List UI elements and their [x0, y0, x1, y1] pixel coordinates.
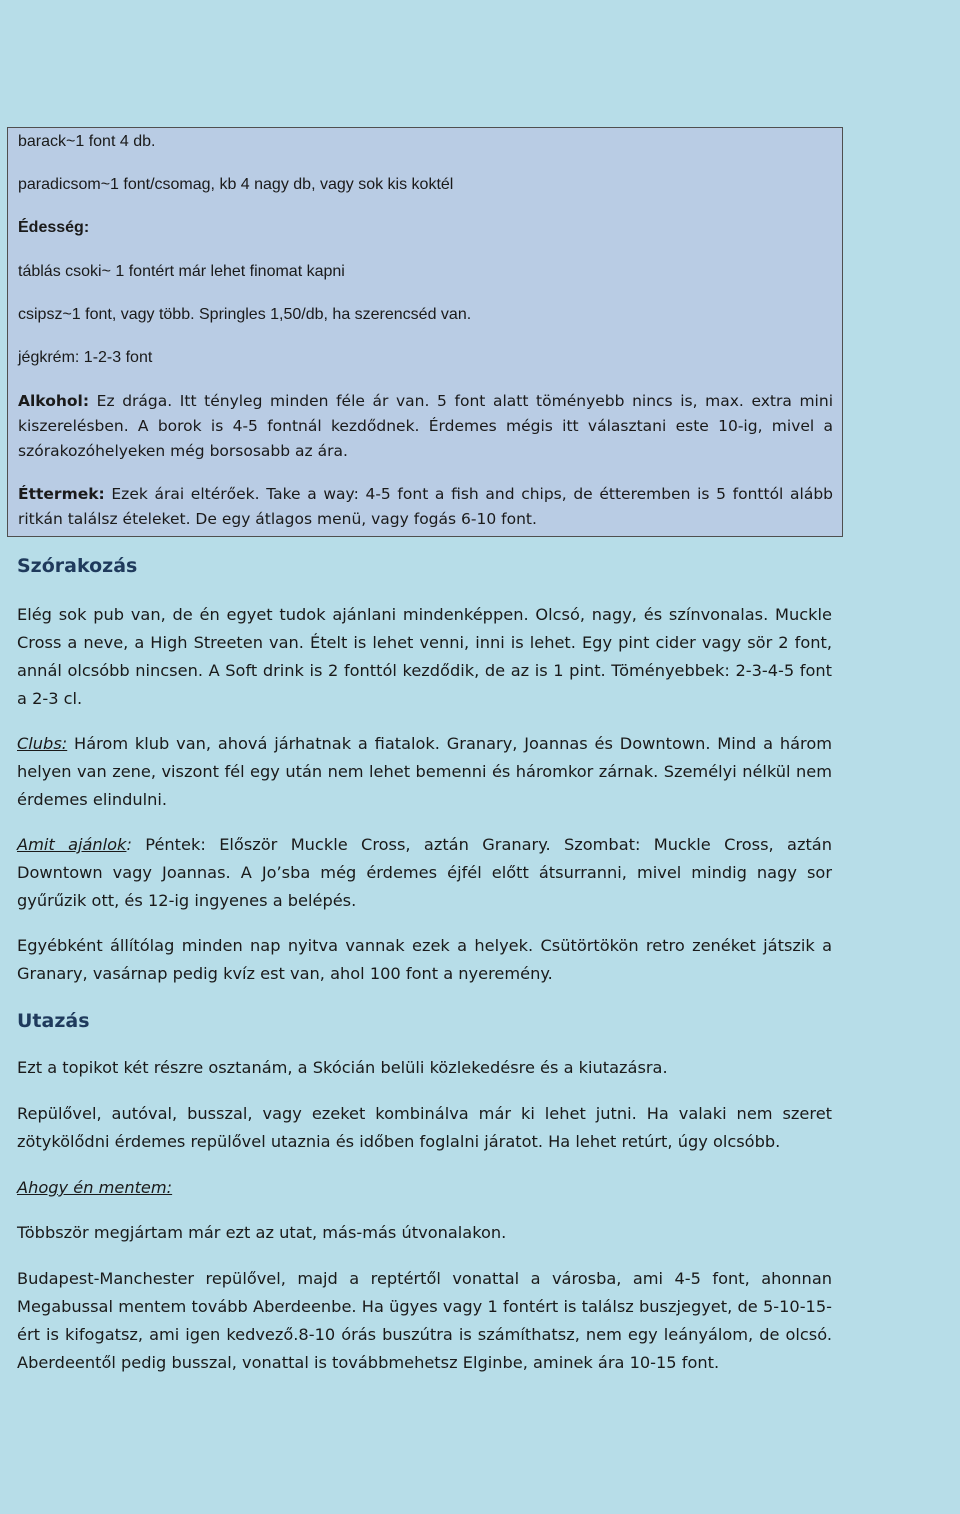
chips-line: csipsz~1 font, vagy több. Springles 1,50/db, ha szerencséd van.: [18, 306, 472, 323]
alcohol-label: Alkohol:: [18, 392, 90, 410]
price-info-box: [7, 127, 843, 537]
restaurants-text: Ezek árai eltérőek. Take a way: 4-5 font a fish and chips, de étteremben is 5 fonttól alább ritkán találsz ételeket. De egy átlagos menü, vagy fogás 6-10 font.: [18, 485, 833, 528]
icecream-line: jégkrém: 1-2-3 font: [18, 349, 153, 366]
chocolate-line: táblás csoki~ 1 fontért már lehet finomat kapni: [18, 263, 345, 280]
how-i-went-heading: [17, 1174, 832, 1202]
pub-paragraph: Elég sok pub van, de én egyet tudok ajánlani mindenképpen. Olcsó, nagy, és színvonalas. Muckle Cross a neve, a High Streeten van. Ételt is lehet venni, inni is lehet. Egy pint cider vagy sör 2 font, annál olcsóbb nincsen. A Soft drink is 2 fonttól kezdődik, de az is 1 pint. Töményebbek: 2-3-4-5 font a 2-3 cl.: [17, 605, 832, 708]
sweets-heading: Édesség:: [18, 219, 90, 236]
tomato-line: paradicsom~1 font/csomag, kb 4 nagy db, vagy sok kis koktél: [18, 176, 454, 193]
recommend-colon: :: [126, 835, 132, 854]
travel-experience-paragraph: Többször megjártam már ezt az utat, más-más útvonalakon.: [17, 1223, 507, 1242]
clubs-text: Három klub van, ahová járhatnak a fiatalok. Granary, Joannas és Downtown. Mind a három helyen van zene, viszont fél egy után nem lehet bemenni és háromkor zárnak. Személyi nélkül nem érdemes elindulni.: [17, 734, 832, 809]
peach-line: barack~1 font 4 db.: [18, 133, 156, 150]
recommend-text: Péntek: Először Muckle Cross, aztán Granary. Szombat: Muckle Cross, aztán Downtown vagy Joannas. A Jo’sba még érdemes éjfél előtt átsurranni, mivel mindig nagy sor gyűrűzik ott, és 12-ig ingyenes a belépés.: [17, 835, 832, 910]
entertainment-heading: Szórakozás: [17, 555, 138, 577]
clubs-paragraph: [17, 730, 832, 814]
recommend-label: Amit ajánlok: [17, 835, 127, 854]
recommend-paragraph: [17, 831, 832, 915]
travel-options-paragraph: Repülővel, autóval, busszal, vagy ezeket kombinálva már ki lehet jutni. Ha valaki nem szeret zötykölődni érdemes repülővel utaznia és időben foglalni járatot. Ha lehet retúrt, úgy olcsóbb.: [17, 1104, 832, 1151]
restaurants-paragraph: [18, 482, 833, 532]
alcohol-text: Ez drága. Itt tényleg minden féle ár van. 5 font alatt töményebb nincs is, max. extra mini kiszerelésben. A borok is 4-5 fontnál kezdődnek. Érdemes mégis itt választani este 10-ig, mivel a szórakozóhelyeken még borsosabb az ára.: [18, 392, 833, 460]
opening-paragraph: Egyébként állítólag minden nap nyitva vannak ezek a helyek. Csütörtökön retro zenéket játszik a Granary, vasárnap pedig kvíz est van, ahol 100 font a nyeremény.: [17, 936, 832, 983]
clubs-label: Clubs:: [17, 734, 68, 753]
travel-heading: Utazás: [17, 1010, 90, 1032]
how-i-went-label: Ahogy én mentem:: [17, 1178, 173, 1197]
restaurants-label: Éttermek:: [18, 485, 105, 503]
alcohol-paragraph: [18, 389, 833, 464]
travel-intro-paragraph: Ezt a topikot két részre osztanám, a Skócián belüli közlekedésre és a kiutazásra.: [17, 1058, 668, 1077]
route-paragraph: Budapest-Manchester repülővel, majd a reptértől vonattal a városba, ami 4-5 font, ahonnan Megabussal mentem tovább Aberdeenbe. Ha ügyes vagy 1 fontért is találsz buszjegyet, de 5-10-15-ért is kifogatsz, ami igen kedvező.8-10 órás buszútra is számíthatsz, nem egy leányálom, de olcsó. Aberdeentől pedig busszal, vonattal is továbbmehetsz Elginbe, aminek ára 10-15 font.: [17, 1269, 832, 1372]
